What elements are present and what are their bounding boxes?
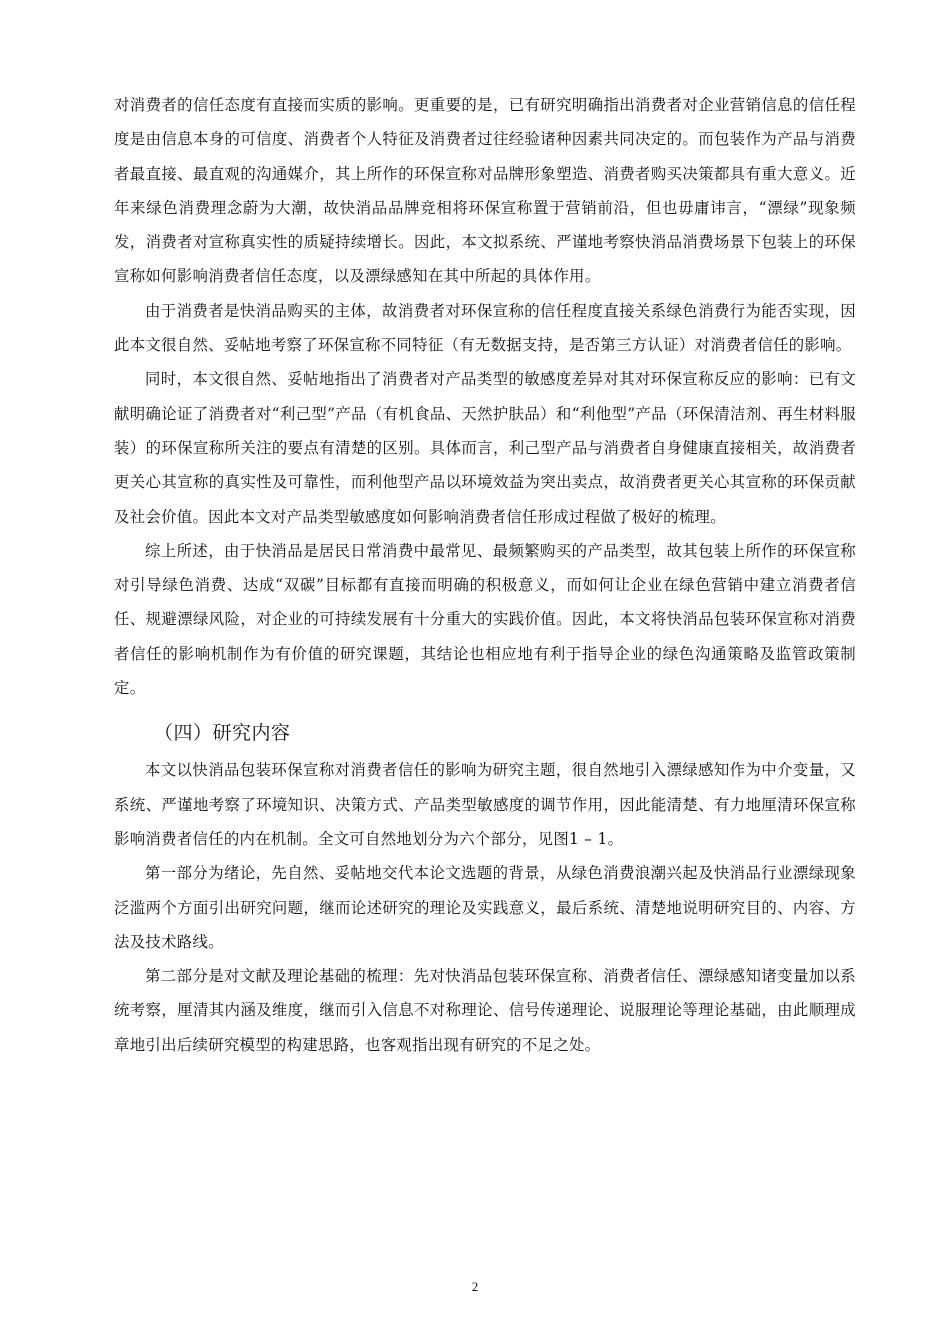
page-number: 2 [471, 1279, 479, 1294]
paragraph-product-type: 同时，本文很自然、妥帖地指出了消费者对产品类型的敏感度差异对其对环保宣称反应的影响：已有文献明确论证了消费者对“利己型”产品（有机食品、天然护肤品）和“利他型”产品（环保清洁剂、再生材料服装）的环保宣称所关注的要点有清楚的区别。具体而言，利己型产品与消费者自身健康直接相关，故消费者更关心其宣称的真实性及可靠性，而利他型产品以环境效益为突出卖点，故消费者更关心其宣称的环保贡献及社会价值。因此本文对产品类型敏感度如何影响消费者信任形成过程做了极好的梳理。 [114, 370, 856, 526]
paragraph-consumer-subject: 由于消费者是快消品购买的主体，故消费者对环保宣称的信任程度直接关系绿色消费行为能否实现，因此本文很自然、妥帖地考察了环保宣称不同特征（有无数据支持，是否第三方认证）对消费者信任的影响。 [114, 301, 856, 355]
paragraph-part-two: 第二部分是对文献及理论基础的梳理：先对快消品包装环保宣称、消费者信任、漂绿感知诸变量加以系统考察，厘清其内涵及维度，继而引入信息不对称理论、信号传递理论、说服理论等理论基础，由此顺理成章地引出后续研究模型的构建思路，也客观指出现有研究的不足之处。 [114, 967, 856, 1054]
page-body [114, 88, 856, 1062]
paragraph-summary: 综上所述，由于快消品是居民日常消费中最常见、最频繁购买的产品类型，故其包装上所作的环保宣称对引导绿色消费、达成“双碳”目标都有直接而明确的积极意义，而如何让企业在绿色营销中建立消费者信任、规避漂绿风险，对企业的可持续发展有十分重大的实践价值。因此，本文将快消品包装环保宣称对消费者信任的影响机制作为有价值的研究课题，其结论也相应地有利于指导企业的绿色沟通策略及监管政策制定。 [114, 541, 856, 698]
paragraph-part-one: 第一部分为绪论，先自然、妥帖地交代本论文选题的背景，从绿色消费浪潮兴起及快消品行业漂绿现象泛滥两个方面引出研究问题，继而论述研究的理论及实践意义，最后系统、清楚地说明研究目的、内容、方法及技术路线。 [114, 864, 856, 951]
paragraph-research-topic: 本文以快消品包装环保宣称对消费者信任的影响为研究主题，很自然地引入漂绿感知作为中介变量，又系统、严谨地考察了环境知识、决策方式、产品类型敏感度的调节作用，因此能清楚、有力地厘清环保宣称影响消费者信任的内在机制。全文可自然地划分为六个部分，见图1 – 1。 [114, 761, 856, 848]
section-heading-research-content: （四）研究内容 [154, 722, 291, 745]
paragraph-intro-continued: 对消费者的信任态度有直接而实质的影响。更重要的是，已有研究明确指出消费者对企业营销信息的信任程度是由信息本身的可信度、消费者个人特征及消费者过往经验诸种因素共同决定的。而包装作为产品与消费者最直接、最直观的沟通媒介，其上所作的环保宣称对品牌形象塑造、消费者购买决策都具有重大意义。近年来绿色消费理念蔚为大潮，故快消品品牌竞相将环保宣称置于营销前沿，但也毋庸讳言，“漂绿”现象频发，消费者对宣称真实性的质疑持续增长。因此，本文拟系统、严谨地考察快消品消费场景下包装上的环保宣称如何影响消费者信任态度，以及漂绿感知在其中所起的具体作用。 [114, 96, 856, 286]
